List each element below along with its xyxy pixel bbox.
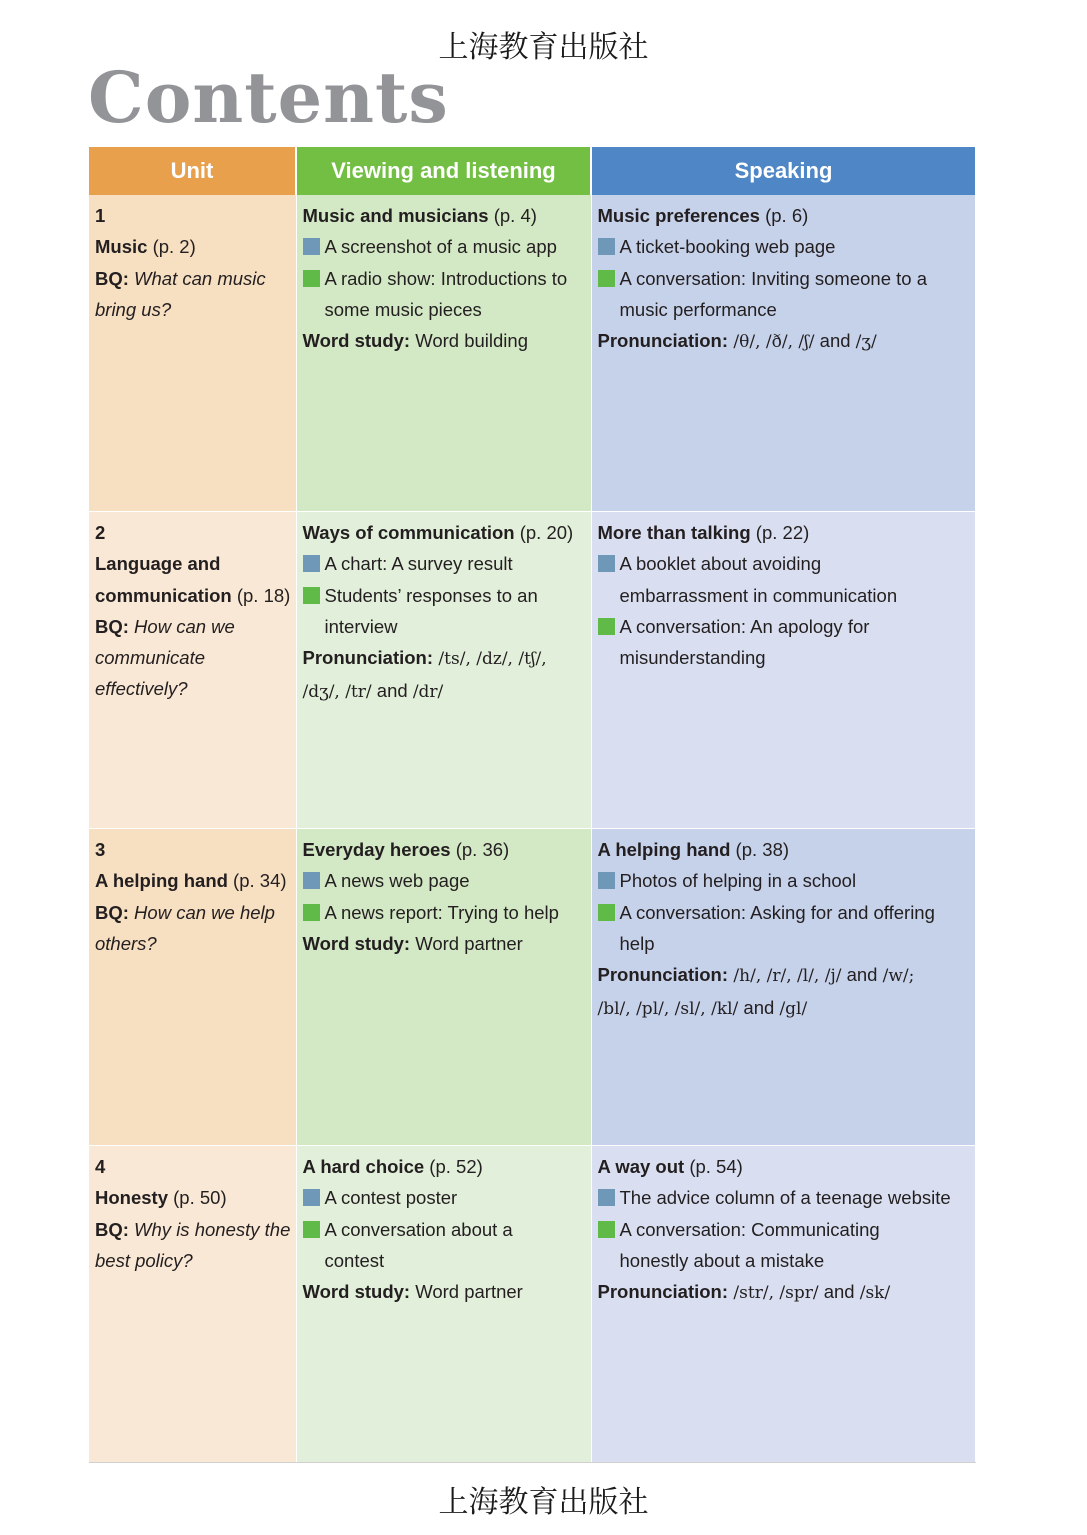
blue-square-icon (303, 872, 320, 889)
section-title: A way out (597, 1156, 685, 1177)
pronunciation-and: and (814, 330, 856, 352)
unit-name: communication (95, 584, 232, 606)
list-item: A chart: A survey result (324, 553, 513, 575)
speaking-cell (591, 195, 975, 512)
section-page: (p. 38) (730, 839, 790, 860)
green-square-icon (303, 587, 320, 604)
section-page: (p. 6) (759, 205, 809, 226)
list-item: A conversation: An apology for (619, 615, 870, 637)
contents-table (89, 147, 976, 1463)
section-title: Ways of communication (302, 522, 515, 543)
green-square-icon (598, 270, 615, 287)
table-row (89, 512, 975, 829)
list-item: A conversation: Asking for and offering (619, 901, 935, 923)
bq-label: BQ: (95, 615, 129, 637)
section-title: A hard choice (302, 1156, 425, 1177)
pronunciation-label: Pronunciation: (597, 964, 729, 986)
unit-name-line[interactable] (95, 580, 290, 611)
table-header-row (89, 147, 975, 195)
section-page: (p. 22) (750, 522, 810, 543)
section-title-line[interactable] (598, 834, 969, 865)
page-title: Contents (88, 56, 449, 139)
bq-text: Why is honesty the (128, 1218, 291, 1240)
unit-name-line[interactable] (95, 231, 290, 262)
list-item: Students’ responses to an (324, 584, 538, 606)
word-study-label: Word study: (302, 1281, 411, 1303)
viewing-cell (296, 1146, 591, 1463)
pronunciation-ipa: /sk/ (859, 1283, 891, 1304)
word-study-text: Word building (410, 330, 528, 352)
list-item: honestly about a mistake (619, 1249, 825, 1271)
list-item: music performance (619, 298, 777, 320)
section-title: Everyday heroes (302, 839, 451, 860)
green-square-icon (598, 904, 615, 921)
pronunciation-ipa: /w/; (882, 966, 915, 987)
unit-name-line[interactable] (95, 865, 290, 896)
publisher-footer: 上海教育出版社 (438, 1485, 649, 1520)
pronunciation-and: and (818, 1281, 860, 1303)
list-item: some music pieces (324, 298, 482, 320)
unit-page: (p. 50) (168, 1187, 227, 1209)
unit-name-line[interactable] (95, 1182, 290, 1213)
section-title-line[interactable] (303, 1151, 585, 1182)
bq-text: best policy? (95, 1249, 193, 1271)
list-item: A news web page (324, 870, 470, 892)
blue-square-icon (598, 238, 615, 255)
column-header-viewing: Viewing and listening (296, 147, 591, 195)
table-row (89, 195, 975, 512)
section-page: (p. 36) (450, 839, 510, 860)
list-item: A booklet about avoiding (619, 553, 822, 575)
list-item: A contest poster (324, 1187, 458, 1209)
section-title-line[interactable] (303, 517, 585, 548)
unit-page: (p. 2) (147, 236, 196, 258)
unit-cell (89, 829, 296, 1146)
green-square-icon (598, 618, 615, 635)
pronunciation-label: Pronunciation: (597, 330, 729, 352)
unit-page: (p. 18) (231, 584, 291, 606)
column-header-unit: Unit (89, 147, 296, 195)
section-title: Music and musicians (302, 205, 489, 226)
section-title: A helping hand (597, 839, 731, 860)
bq-text: What can music (128, 267, 266, 289)
blue-square-icon (598, 1189, 615, 1206)
pronunciation-and: and (841, 964, 883, 986)
column-header-speaking: Speaking (591, 147, 975, 195)
section-title-line[interactable] (598, 200, 969, 231)
list-item: A screenshot of a music app (324, 236, 557, 258)
unit-number: 4 (95, 1156, 106, 1177)
section-title: More than talking (597, 522, 751, 543)
unit-number: 3 (95, 839, 106, 860)
word-study-text: Word partner (410, 932, 523, 954)
pronunciation-ipa: /str/, /spr/ (728, 1283, 819, 1304)
list-item: A radio show: Introductions to (324, 267, 568, 289)
blue-square-icon (303, 238, 320, 255)
pronunciation-ipa: /θ/, /ð/, /ʃ/ (728, 332, 815, 353)
bq-text: bring us? (95, 298, 172, 320)
pronunciation-and: and (738, 997, 780, 1019)
blue-square-icon (598, 555, 615, 572)
section-title: Music preferences (597, 205, 760, 226)
section-page: (p. 20) (514, 522, 574, 543)
bq-label: BQ: (95, 1218, 129, 1240)
pronunciation-ipa: /gl/ (779, 999, 808, 1020)
green-square-icon (303, 904, 320, 921)
green-square-icon (598, 1221, 615, 1238)
unit-number: 1 (95, 205, 106, 226)
table-row (89, 1146, 975, 1463)
list-item: interview (324, 615, 398, 637)
list-item: Photos of helping in a school (619, 870, 857, 892)
section-title-line[interactable] (303, 200, 585, 231)
list-item: embarrassment in communication (619, 584, 898, 606)
viewing-cell (296, 829, 591, 1146)
publisher-header: 上海教育出版社 (438, 30, 649, 65)
speaking-cell (591, 1146, 975, 1463)
section-page: (p. 4) (488, 205, 537, 226)
word-study-label: Word study: (302, 330, 411, 352)
section-title-line[interactable] (598, 1151, 969, 1182)
viewing-cell (296, 512, 591, 829)
unit-name: Music (95, 236, 148, 258)
speaking-cell (591, 829, 975, 1146)
list-item: A ticket-booking web page (619, 236, 836, 258)
list-item: A conversation: Communicating (619, 1218, 880, 1240)
green-square-icon (303, 1221, 320, 1238)
list-item: A conversation: Inviting someone to a (619, 267, 927, 289)
unit-cell (89, 195, 296, 512)
pronunciation-ipa: /dʒ/, /tr/ (302, 682, 372, 703)
bq-text: How can we help (128, 901, 275, 923)
unit-cell (89, 512, 296, 829)
list-item: A news report: Trying to help (324, 901, 559, 923)
pronunciation-label: Pronunciation: (597, 1281, 729, 1303)
section-page: (p. 52) (424, 1156, 483, 1177)
pronunciation-ipa: /h/, /r/, /l/, /j/ (728, 966, 842, 987)
unit-name: A helping hand (95, 870, 228, 892)
unit-number: 2 (95, 522, 106, 543)
bq-label: BQ: (95, 901, 129, 923)
bq-text: How can we (128, 615, 235, 637)
bq-text: effectively? (95, 678, 188, 700)
bq-text: others? (95, 932, 157, 954)
list-item: contest (324, 1249, 385, 1271)
list-item: A conversation about a (324, 1218, 513, 1240)
viewing-cell (296, 195, 591, 512)
list-item: help (619, 932, 655, 954)
section-title-line[interactable] (598, 517, 969, 548)
list-item: The advice column of a teenage website (619, 1187, 951, 1209)
unit-cell (89, 1146, 296, 1463)
section-page: (p. 54) (684, 1156, 743, 1177)
section-title-line[interactable] (303, 834, 585, 865)
pronunciation-and: and (371, 680, 413, 702)
table-row (89, 829, 975, 1146)
pronunciation-ipa: /bl/, /pl/, /sl/, /kl/ (597, 999, 739, 1020)
unit-name: Honesty (95, 1187, 168, 1209)
pronunciation-ipa: /dr/ (412, 682, 444, 703)
pronunciation-ipa: /ts/, /dz/, /tʃ/, (433, 649, 547, 670)
speaking-cell (591, 512, 975, 829)
unit-page: (p. 34) (227, 870, 287, 892)
unit-name[interactable]: Language and (95, 553, 221, 575)
word-study-text: Word partner (410, 1281, 523, 1303)
bq-label: BQ: (95, 267, 129, 289)
bq-text: communicate (95, 647, 206, 669)
blue-square-icon (598, 872, 615, 889)
pronunciation-label: Pronunciation: (302, 647, 434, 669)
blue-square-icon (303, 1189, 320, 1206)
list-item: misunderstanding (619, 647, 766, 669)
word-study-label: Word study: (302, 932, 411, 954)
blue-square-icon (303, 555, 320, 572)
pronunciation-ipa: /ʒ/ (855, 332, 877, 353)
green-square-icon (303, 270, 320, 287)
